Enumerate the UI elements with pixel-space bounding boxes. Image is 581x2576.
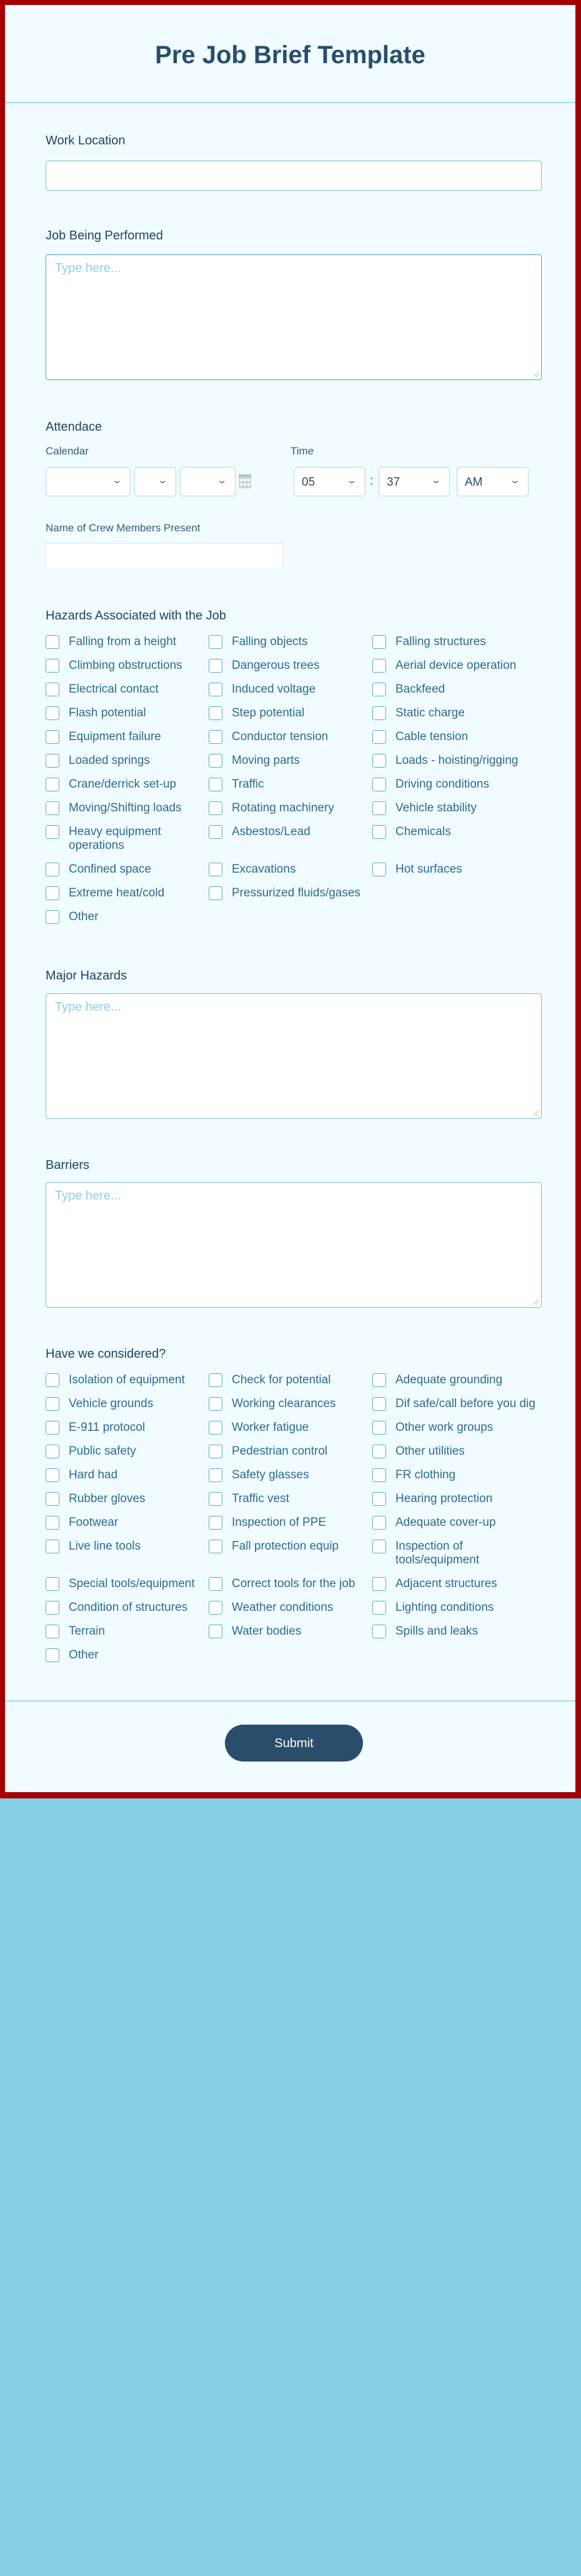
checkbox[interactable] (372, 778, 386, 791)
checkbox-label: Hearing protection (395, 1492, 493, 1505)
checkbox-label: Dif safe/call before you dig (395, 1397, 535, 1410)
checkbox[interactable] (46, 1421, 59, 1435)
considered-label: Have we considered? (46, 1347, 166, 1361)
checkbox-label: FR clothing (395, 1468, 456, 1481)
checkbox-option[interactable] (46, 1373, 209, 1397)
checkbox[interactable] (209, 730, 222, 744)
hazards-label: Hazards Associated with the Job (46, 609, 227, 623)
checkbox-label: Lighting conditions (395, 1601, 494, 1614)
checkbox-label: Loads - hoisting/rigging (395, 754, 519, 767)
checkbox-option[interactable] (209, 1397, 372, 1421)
checkbox-label: Dangerous trees (232, 659, 320, 672)
checkbox[interactable] (372, 1445, 386, 1458)
checkbox-option[interactable] (372, 659, 539, 683)
calendar-label: Calendar (46, 445, 89, 457)
checkbox-label: Static charge (395, 706, 465, 719)
checkbox-option[interactable] (372, 1492, 539, 1516)
checkbox[interactable] (209, 683, 222, 696)
checkbox-label: Traffic (232, 778, 264, 791)
chevron-down-icon: ⌄ (157, 475, 169, 486)
checkbox-option[interactable] (209, 754, 372, 778)
checkbox[interactable] (46, 1445, 59, 1458)
checkbox[interactable] (372, 863, 386, 876)
checkbox[interactable] (209, 1577, 222, 1591)
checkbox-option[interactable] (372, 1540, 539, 1577)
checkbox-label: Public safety (69, 1445, 136, 1458)
checkbox-label: Confined space (69, 863, 152, 876)
checkbox-option[interactable] (209, 635, 372, 659)
checkbox[interactable] (209, 825, 222, 839)
checkbox-option[interactable] (209, 1540, 372, 1577)
checkbox-label: Driving conditions (395, 778, 489, 791)
submit-button[interactable]: Submit (225, 1725, 363, 1762)
checkbox-option[interactable] (46, 1492, 209, 1516)
resize-handle-icon[interactable] (532, 1298, 539, 1305)
checkbox-label: Vehicle grounds (69, 1397, 154, 1410)
checkbox-option[interactable] (209, 1625, 372, 1648)
checkbox-option[interactable] (372, 683, 539, 706)
checkbox[interactable] (46, 1468, 59, 1482)
checkbox-label: Chemicals (395, 825, 451, 838)
checkbox[interactable] (372, 1540, 386, 1553)
checkbox-option[interactable] (209, 1445, 372, 1468)
work-location-label: Work Location (46, 134, 126, 148)
checkbox[interactable] (46, 825, 59, 839)
checkbox[interactable] (46, 1492, 59, 1506)
checkbox-label: Backfeed (395, 683, 445, 696)
checkbox[interactable] (46, 1577, 59, 1591)
checkbox-option[interactable] (209, 730, 372, 754)
checkbox-option[interactable] (46, 1516, 209, 1540)
checkbox-label: Moving parts (232, 754, 300, 767)
checkbox-label: Induced voltage (232, 683, 316, 696)
checkbox-label: Aerial device operation (395, 659, 517, 672)
checkbox[interactable] (209, 1625, 222, 1638)
checkbox-label: Live line tools (69, 1540, 141, 1553)
checkbox-option[interactable] (209, 1516, 372, 1540)
checkbox-label: Isolation of equipment (69, 1373, 185, 1386)
checkbox-label: E-911 protocol (69, 1421, 146, 1434)
checkbox[interactable] (46, 886, 59, 900)
time-separator: : (370, 474, 374, 488)
checkbox[interactable] (372, 1421, 386, 1435)
crew-members-input[interactable] (46, 543, 284, 568)
checkbox-option[interactable] (372, 706, 539, 730)
major-hazards-textarea[interactable] (46, 993, 542, 1119)
checkbox[interactable] (46, 1625, 59, 1638)
checkbox-option[interactable] (209, 1577, 372, 1601)
checkbox-label: Other work groups (395, 1421, 494, 1434)
checkbox[interactable] (46, 683, 59, 696)
checkbox-option[interactable] (46, 910, 209, 934)
textarea-placeholder: Type here... (55, 261, 121, 275)
time-label: Time (290, 445, 314, 457)
checkbox[interactable] (209, 886, 222, 900)
checkbox-option[interactable] (46, 1601, 209, 1625)
checkbox-label: Electrical contact (69, 683, 159, 696)
crew-members-label: Name of Crew Members Present (46, 522, 201, 534)
checkbox-label: Spills and leaks (395, 1625, 479, 1638)
checkbox-option[interactable] (46, 730, 209, 754)
checkbox-label: Other (69, 1648, 99, 1661)
checkbox-label: Hot surfaces (395, 863, 462, 876)
checkbox-option[interactable] (372, 1577, 539, 1601)
checkbox[interactable] (209, 1421, 222, 1435)
checkbox-label: Water bodies (232, 1625, 302, 1638)
checkbox-label: Inspection of tools/equipment (395, 1540, 480, 1566)
checkbox-option[interactable] (209, 1421, 372, 1445)
checkbox-label: Moving/Shifting loads (69, 801, 182, 814)
checkbox[interactable] (209, 659, 222, 673)
checkbox-option[interactable] (372, 730, 539, 754)
checkbox[interactable] (372, 1625, 386, 1638)
checkbox-option[interactable] (46, 659, 209, 683)
checkbox-option[interactable] (46, 754, 209, 778)
checkbox[interactable] (372, 801, 386, 815)
form (5, 5, 575, 1792)
checkbox-option[interactable] (46, 1625, 209, 1648)
checkbox-label: Falling objects (232, 635, 308, 648)
checkbox[interactable] (372, 1516, 386, 1530)
checkbox-label: Terrain (69, 1625, 106, 1638)
checkbox-label: Condition of structures (69, 1601, 188, 1614)
checkbox[interactable] (372, 754, 386, 768)
checkbox[interactable] (372, 1397, 386, 1411)
checkbox-label: Climbing obstructions (69, 659, 182, 672)
checkbox-option[interactable] (46, 825, 209, 863)
checkbox-label: Flash potential (69, 706, 146, 719)
checkbox[interactable] (372, 683, 386, 696)
resize-handle-icon[interactable] (532, 371, 539, 377)
checkbox-option[interactable] (46, 1540, 209, 1577)
job-performed-textarea[interactable] (46, 254, 542, 380)
checkbox-option[interactable] (372, 635, 539, 659)
checkbox-option[interactable] (46, 1445, 209, 1468)
checkbox[interactable] (46, 635, 59, 649)
checkbox-label: Hard had (69, 1468, 118, 1481)
checkbox-label: Loaded springs (69, 754, 150, 767)
job-performed-label: Job Being Performed (46, 229, 163, 243)
chevron-down-icon: ⌄ (509, 475, 521, 486)
checkbox-option[interactable] (372, 801, 539, 825)
checkbox-label: Fall protection equip (232, 1540, 339, 1553)
checkbox-label: Cable tension (395, 730, 469, 743)
checkbox-label: Step potential (232, 706, 305, 719)
barriers-textarea[interactable] (46, 1182, 542, 1308)
checkbox-option[interactable] (46, 683, 209, 706)
checkbox-option[interactable] (46, 778, 209, 801)
checkbox-label: Rubber gloves (69, 1492, 146, 1505)
checkbox[interactable] (209, 706, 222, 720)
barriers-label: Barriers (46, 1158, 90, 1172)
checkbox[interactable] (209, 1373, 222, 1387)
checkbox[interactable] (209, 635, 222, 649)
checkbox[interactable] (46, 801, 59, 815)
checkbox[interactable] (209, 1468, 222, 1482)
calendar-icon[interactable] (238, 474, 252, 489)
day-select[interactable] (134, 467, 176, 496)
checkbox[interactable] (46, 1516, 59, 1530)
checkbox[interactable] (209, 1445, 222, 1458)
checkbox-option[interactable] (209, 825, 372, 863)
ampm-select[interactable] (457, 467, 529, 496)
checkbox-label: Extreme heat/cold (69, 886, 165, 900)
checkbox-option[interactable] (209, 1492, 372, 1516)
checkbox[interactable] (209, 863, 222, 876)
checkbox-option[interactable] (209, 1373, 372, 1397)
checkbox-option[interactable] (372, 1421, 539, 1445)
checkbox-label: Other utilities (395, 1445, 465, 1458)
checkbox-label: Traffic vest (232, 1492, 289, 1505)
checkbox-option[interactable] (372, 1445, 539, 1468)
checkbox[interactable] (372, 825, 386, 839)
checkbox[interactable] (46, 1397, 59, 1411)
checkbox[interactable] (209, 1540, 222, 1553)
resize-handle-icon[interactable] (532, 1110, 539, 1116)
checkbox-label: Correct tools for the job (232, 1577, 355, 1590)
checkbox-option[interactable] (46, 635, 209, 659)
checkbox-option[interactable] (209, 1468, 372, 1492)
checkbox[interactable] (209, 1492, 222, 1506)
textarea-placeholder: Type here... (55, 1189, 121, 1203)
checkbox-option[interactable] (209, 886, 372, 910)
checkbox[interactable] (372, 1373, 386, 1387)
checkbox[interactable] (209, 801, 222, 815)
checkbox[interactable] (372, 1468, 386, 1482)
checkbox-label: Inspection of PPE (232, 1516, 327, 1529)
chevron-down-icon: ⌄ (111, 475, 123, 486)
checkbox-label: Equipment failure (69, 730, 161, 743)
checkbox-option[interactable] (209, 1601, 372, 1625)
checkbox-label: Safety glasses (232, 1468, 309, 1481)
ampm-value: AM (465, 476, 483, 489)
checkbox[interactable] (372, 635, 386, 649)
chevron-down-icon: ⌄ (216, 475, 228, 486)
month-select[interactable] (46, 467, 131, 496)
major-hazards-label: Major Hazards (46, 969, 127, 983)
considered-checkbox-group (46, 1373, 539, 1672)
checkbox-label: Crane/derrick set-up (69, 778, 177, 791)
checkbox-option[interactable] (209, 801, 372, 825)
textarea-placeholder: Type here... (55, 1000, 121, 1014)
checkbox-option[interactable] (372, 1516, 539, 1540)
checkbox[interactable] (46, 659, 59, 673)
checkbox[interactable] (46, 706, 59, 720)
checkbox-label: Heavy equipment operations (69, 825, 161, 852)
checkbox[interactable] (46, 910, 59, 924)
checkbox-option[interactable] (372, 754, 539, 778)
checkbox-option[interactable] (46, 1397, 209, 1421)
checkbox[interactable] (372, 706, 386, 720)
checkbox-option[interactable] (372, 1397, 539, 1421)
checkbox-label: Pedestrian control (232, 1445, 328, 1458)
checkbox-option[interactable] (209, 778, 372, 801)
chevron-down-icon: ⌄ (346, 475, 358, 486)
checkbox-label: Adequate cover-up (395, 1516, 496, 1529)
page-title: Pre Job Brief Template (155, 41, 425, 69)
footer-divider (5, 1700, 575, 1701)
checkbox[interactable] (46, 730, 59, 744)
checkbox-option[interactable] (372, 778, 539, 801)
chevron-down-icon: ⌄ (430, 475, 442, 486)
checkbox-label: Weather conditions (232, 1601, 334, 1614)
checkbox[interactable] (46, 863, 59, 876)
checkbox[interactable] (209, 1601, 222, 1615)
checkbox-option[interactable] (46, 1577, 209, 1601)
checkbox-label: Asbestos/Lead (232, 825, 310, 838)
checkbox[interactable] (209, 778, 222, 791)
checkbox-option[interactable] (372, 825, 539, 863)
checkbox-label: Falling from a height (69, 635, 177, 648)
year-select[interactable] (180, 467, 236, 496)
checkbox-option[interactable] (46, 863, 209, 886)
checkbox-option[interactable] (209, 706, 372, 730)
checkbox[interactable] (46, 1601, 59, 1615)
checkbox[interactable] (46, 1648, 59, 1662)
checkbox[interactable] (46, 1373, 59, 1387)
checkbox[interactable] (46, 754, 59, 768)
checkbox[interactable] (372, 659, 386, 673)
checkbox-option[interactable] (209, 863, 372, 886)
checkbox-option[interactable] (46, 1648, 209, 1672)
checkbox[interactable] (209, 1516, 222, 1530)
checkbox-label: Adjacent structures (395, 1577, 497, 1590)
checkbox-label: Vehicle stability (395, 801, 477, 814)
checkbox-option[interactable] (372, 1625, 539, 1648)
checkbox-label: Adequate grounding (395, 1373, 503, 1386)
checkbox[interactable] (372, 1577, 386, 1591)
checkbox-option[interactable] (46, 801, 209, 825)
checkbox-option[interactable] (372, 863, 539, 886)
checkbox-option[interactable] (46, 706, 209, 730)
minute-select[interactable] (379, 467, 450, 496)
checkbox[interactable] (46, 1540, 59, 1553)
attendance-label: Attendace (46, 420, 102, 434)
checkbox-label: Pressurized fluids/gases (232, 886, 360, 900)
checkbox-option[interactable] (209, 659, 372, 683)
checkbox-option[interactable] (372, 1601, 539, 1625)
checkbox[interactable] (372, 1601, 386, 1615)
checkbox-label: Working clearances (232, 1397, 336, 1410)
checkbox-option[interactable] (46, 1468, 209, 1492)
checkbox-option[interactable] (46, 1421, 209, 1445)
checkbox-option[interactable] (372, 1373, 539, 1397)
checkbox[interactable] (372, 730, 386, 744)
checkbox-label: Rotating machinery (232, 801, 334, 814)
checkbox-label: Special tools/equipment (69, 1577, 195, 1590)
checkbox-label: Falling structures (395, 635, 486, 648)
checkbox[interactable] (209, 1397, 222, 1411)
hour-value: 05 (302, 476, 315, 489)
checkbox-label: Conductor tension (232, 730, 329, 743)
checkbox[interactable] (46, 778, 59, 791)
checkbox-option[interactable] (46, 886, 209, 910)
checkbox-label: Excavations (232, 863, 296, 876)
hazards-checkbox-group (46, 635, 539, 934)
checkbox-option[interactable] (372, 1468, 539, 1492)
checkbox[interactable] (372, 1492, 386, 1506)
checkbox[interactable] (209, 754, 222, 768)
checkbox-label: Check for potential (232, 1373, 331, 1386)
minute-value: 37 (387, 476, 400, 489)
checkbox-option[interactable] (209, 683, 372, 706)
checkbox-label: Other (69, 910, 99, 923)
hour-select[interactable] (294, 467, 365, 496)
work-location-input[interactable] (46, 161, 542, 191)
header-divider (5, 102, 575, 103)
checkbox-label: Worker fatigue (232, 1421, 309, 1434)
checkbox-label: Footwear (69, 1516, 119, 1529)
empty-cell (372, 886, 539, 910)
